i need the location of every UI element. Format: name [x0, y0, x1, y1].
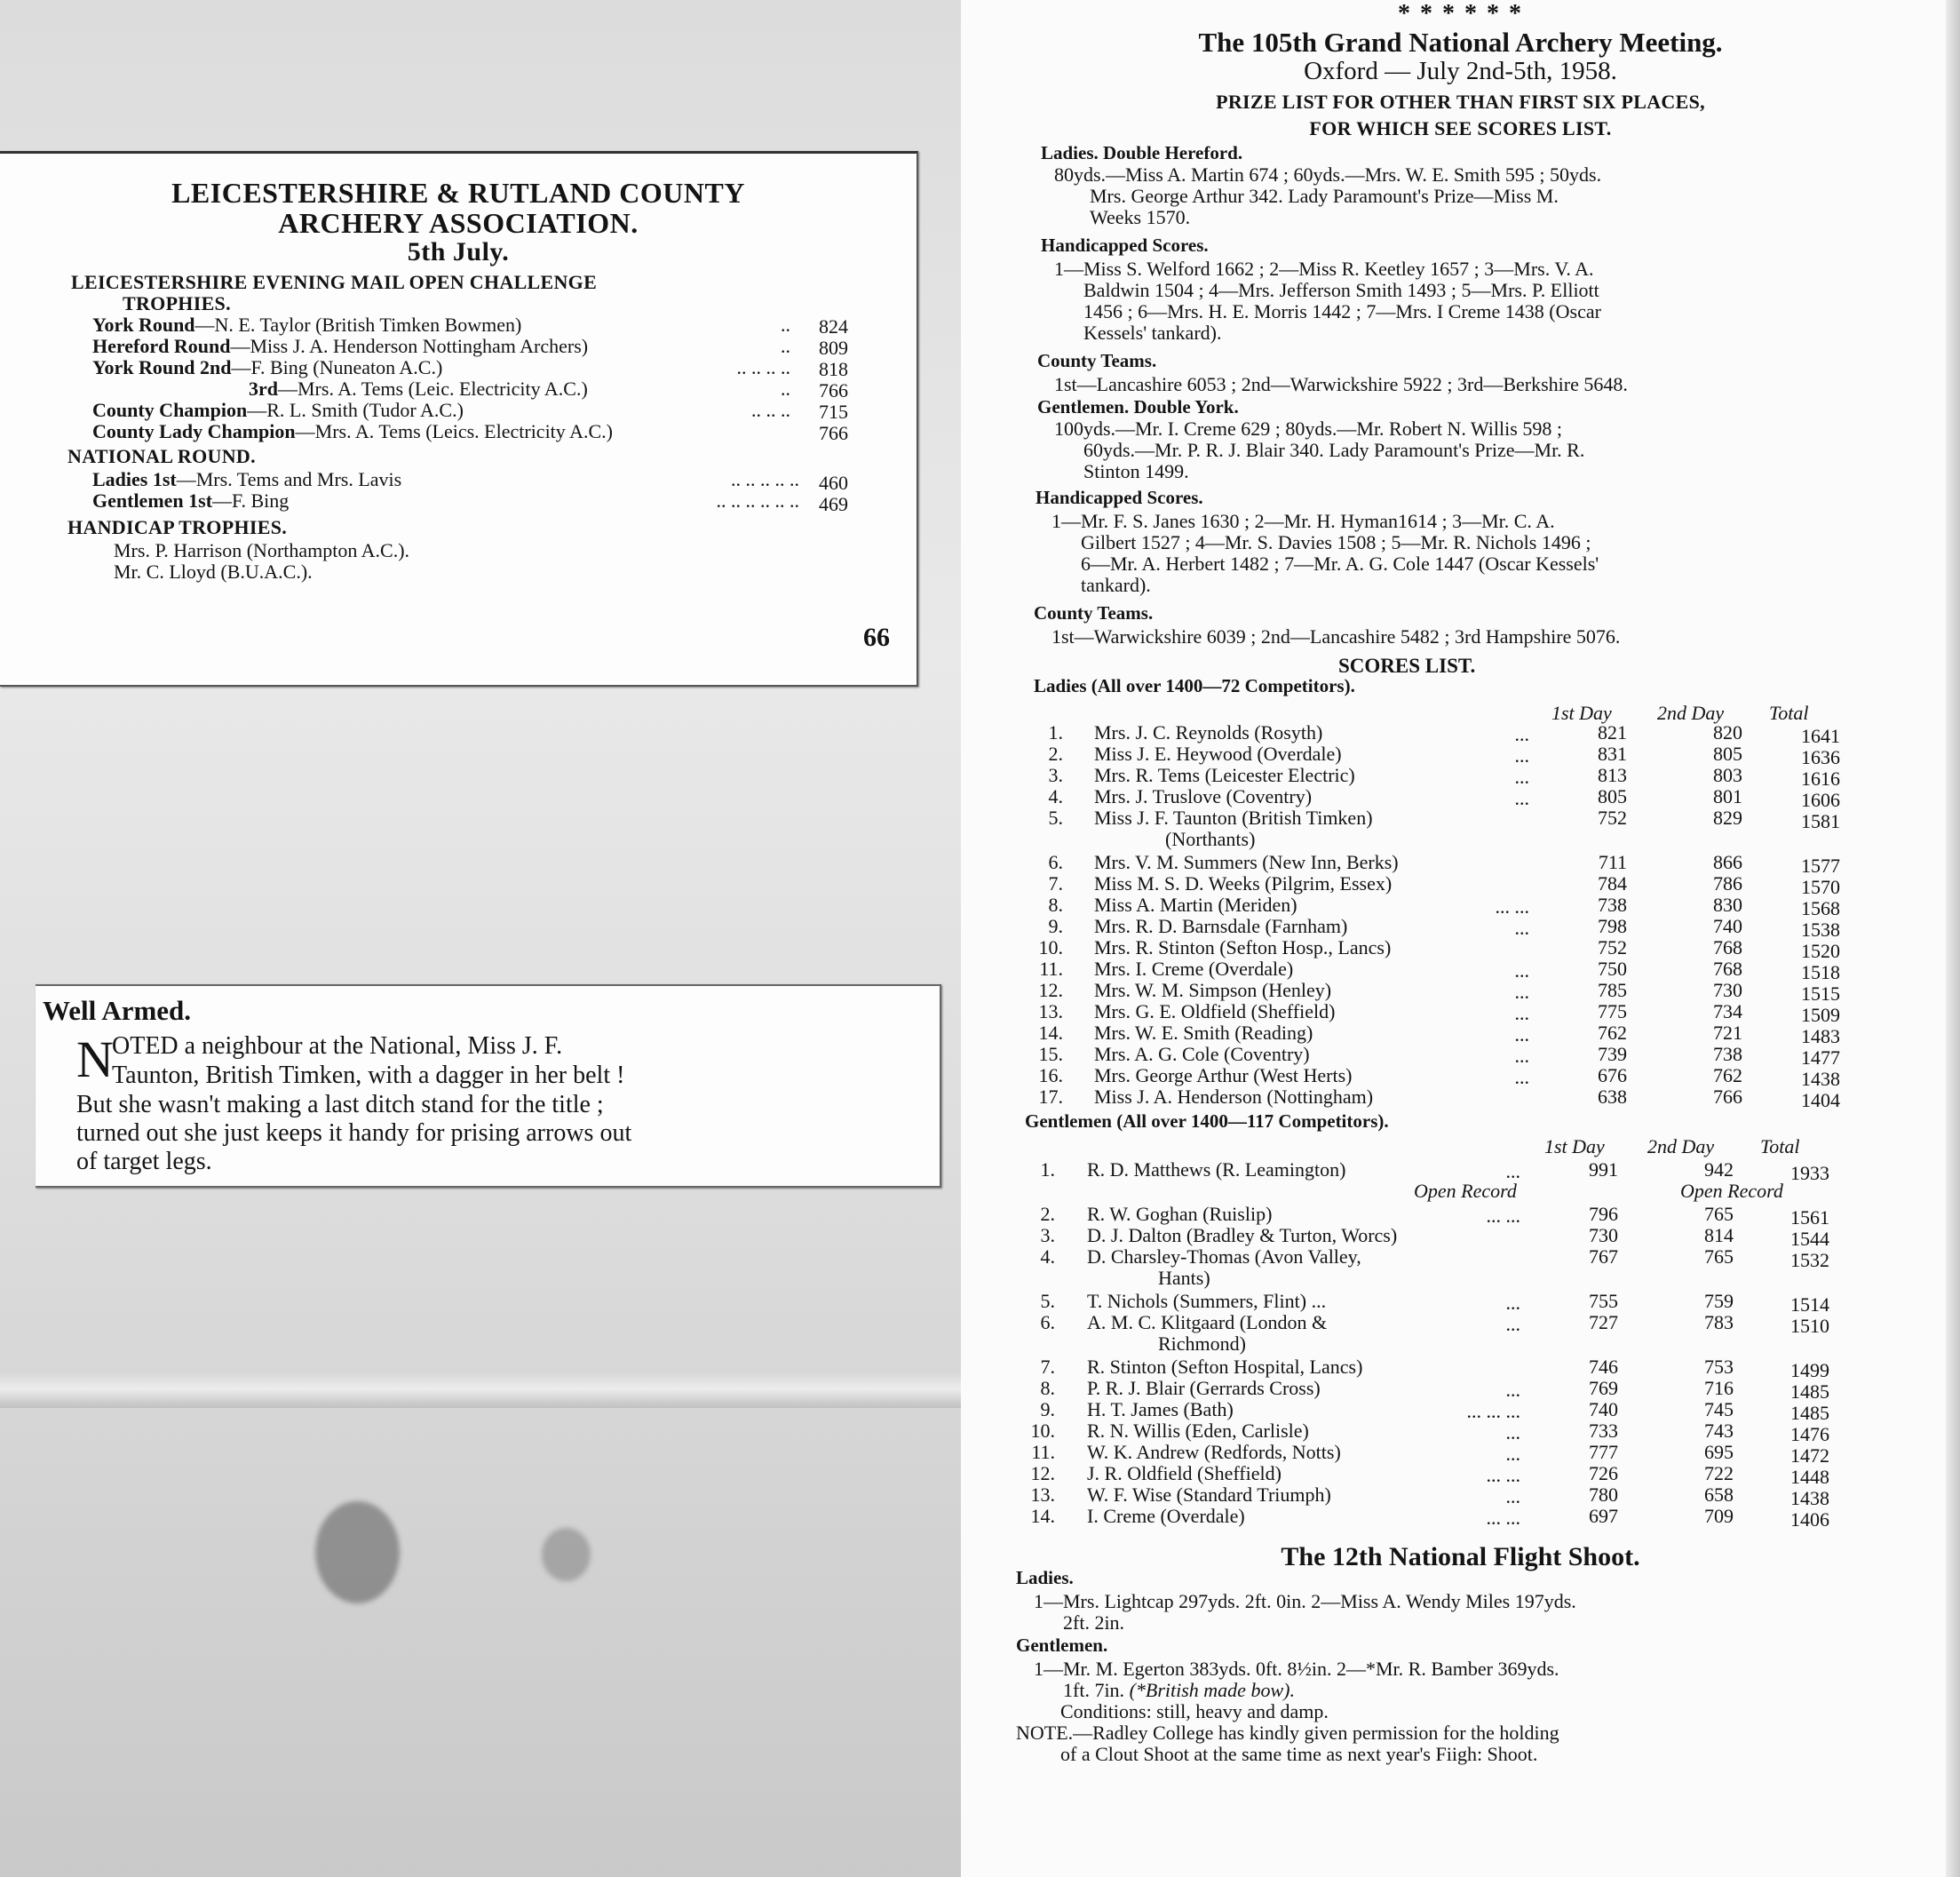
score-day1: 752: [1598, 936, 1627, 958]
national-label: Gentlemen 1st: [92, 489, 213, 512]
prize-line: tankard).: [1081, 574, 1151, 596]
leader-dots: ...: [1505, 1292, 1520, 1314]
article-line: turned out she just keeps it handy for prising arrows out: [76, 1119, 632, 1147]
competitor-name: Mrs. R. Stinton (Sefton Hosp., Lancs): [1094, 936, 1392, 958]
competitor-name: H. T. James (Bath): [1087, 1398, 1234, 1420]
flight-line: 2ft. 2in.: [1063, 1611, 1125, 1634]
paper-fold: [0, 1372, 964, 1408]
trophy-winner: —Miss J. A. Henderson Nottingham Archers): [230, 335, 589, 357]
leader-dots: ...: [1514, 744, 1529, 767]
ladies-double-hereford-heading: Ladies. Double Hereford.: [1041, 142, 1243, 163]
rank-number: 11.: [1039, 958, 1063, 980]
national-score: 460: [819, 472, 848, 494]
rank-number: 6.: [1048, 851, 1063, 873]
rank-number: 7.: [1048, 872, 1063, 895]
leader-dots: ... ... ...: [1466, 1400, 1520, 1422]
score-day1: 821: [1598, 721, 1627, 744]
score-day1: 775: [1598, 1000, 1627, 1022]
score-day2: 722: [1704, 1462, 1734, 1484]
competitor-name: Mrs. I. Creme (Overdale): [1094, 958, 1294, 980]
prize-line: 1—Miss S. Welford 1662 ; 2—Miss R. Keetley 1657 ; 3—Mrs. V. A.: [1054, 258, 1594, 280]
left-page-background: [0, 0, 964, 1877]
score-total: 1577: [1801, 855, 1840, 877]
score-day1: 780: [1589, 1483, 1618, 1506]
leader-dots: ...: [1514, 723, 1529, 745]
trophy-row: [92, 337, 588, 356]
clipping-subtitle: TROPHIES.: [123, 292, 231, 314]
score-day2: 801: [1713, 785, 1742, 807]
rank-number: 15.: [1038, 1043, 1063, 1065]
score-day1: 762: [1598, 1022, 1627, 1044]
competitor-name: Mrs. George Arthur (West Herts): [1094, 1064, 1353, 1086]
trophy-label: York Round: [92, 314, 195, 336]
score-total: 1438: [1801, 1068, 1840, 1090]
score-total: 1606: [1801, 789, 1840, 811]
trophy-row: [249, 379, 588, 399]
drop-cap: N: [76, 1030, 114, 1088]
prize-line: Gilbert 1527 ; 4—Mr. S. Davies 1508 ; 5—Mr. R. Nichols 1496 ;: [1081, 531, 1591, 553]
score-total: 1518: [1801, 961, 1840, 983]
score-total: 1616: [1801, 768, 1840, 790]
score-day1: 769: [1589, 1377, 1618, 1399]
clipping-title: ARCHERY ASSOCIATION.: [278, 207, 639, 239]
score-day1: 726: [1589, 1462, 1618, 1484]
competitor-name: Miss M. S. D. Weeks (Pilgrim, Essex): [1094, 872, 1393, 895]
open-record-note: Open Record: [1414, 1180, 1517, 1202]
rank-number: 17.: [1038, 1086, 1063, 1108]
score-day1: 730: [1589, 1224, 1618, 1246]
prize-line: 1st—Warwickshire 6039 ; 2nd—Lancashire 5482 ; 3rd Hampshire 5076.: [1051, 625, 1621, 648]
score-day2: 730: [1713, 979, 1742, 1001]
handicap-winner: Mrs. P. Harrison (Northampton A.C.).: [114, 539, 410, 561]
score-day1: 752: [1598, 807, 1627, 829]
competitor-name: R. W. Goghan (Ruislip): [1087, 1203, 1273, 1225]
score-day1: 727: [1589, 1311, 1618, 1333]
leader-dots: ...: [1514, 1066, 1529, 1088]
note-line: of a Clout Shoot at the same time as next year's Fiigh: Shoot.: [1060, 1743, 1538, 1765]
flight-line-note: (*British made bow).: [1129, 1679, 1295, 1701]
trophy-winner: —Mrs. A. Tems (Leics. Electricity A.C.): [295, 420, 613, 442]
leader-dots: ...: [1514, 787, 1529, 809]
score-total: 1514: [1790, 1293, 1829, 1316]
column-header-day2: 2nd Day: [1657, 702, 1725, 724]
flight-gentlemen-heading: Gentlemen.: [1016, 1634, 1108, 1656]
page-number: 66: [863, 623, 890, 652]
national-row: [92, 491, 289, 511]
rank-number: 5.: [1048, 807, 1063, 829]
score-day1: 739: [1598, 1043, 1627, 1065]
score-day1: 740: [1589, 1398, 1618, 1420]
handicapped-scores-heading: Handicapped Scores.: [1036, 487, 1203, 508]
leader-dots: .. .. .. .. ..: [731, 468, 799, 490]
national-round-heading: NATIONAL ROUND.: [67, 445, 256, 467]
competitor-name: I. Creme (Overdale): [1087, 1505, 1245, 1527]
rank-number: 14.: [1030, 1505, 1055, 1527]
prize-line: Stinton 1499.: [1083, 460, 1189, 482]
ladies-scores-heading: Ladies (All over 1400—72 Competitors).: [1034, 675, 1355, 696]
rank-number: 7.: [1040, 1356, 1055, 1378]
competitor-name: W. K. Andrew (Redfords, Notts): [1087, 1441, 1341, 1463]
rank-number: 8.: [1048, 894, 1063, 916]
competitor-name: D. Charsley-Thomas (Avon Valley,: [1087, 1245, 1361, 1268]
rank-number: 2.: [1040, 1203, 1055, 1225]
trophy-label: County Lady Champion: [92, 420, 296, 442]
score-day2: 805: [1713, 743, 1742, 765]
leader-dots: ...: [1514, 959, 1529, 982]
national-winner: —F. Bing: [212, 489, 290, 512]
meeting-title: The 105th Grand National Archery Meeting.: [1198, 27, 1723, 58]
score-day1: 798: [1598, 915, 1627, 937]
competitor-name: T. Nichols (Summers, Flint) ...: [1087, 1290, 1327, 1312]
leader-dots: ..: [781, 378, 790, 400]
rank-number: 1.: [1040, 1158, 1055, 1181]
competitor-name: Miss J. F. Taunton (British Timken): [1094, 807, 1373, 829]
rank-number: 3.: [1040, 1224, 1055, 1246]
score-day2: 734: [1713, 1000, 1742, 1022]
rank-number: 4.: [1048, 785, 1063, 807]
score-day2: 695: [1704, 1441, 1734, 1463]
score-day2: 866: [1713, 851, 1742, 873]
trophy-label: Hereford Round: [92, 335, 231, 357]
national-row: [92, 470, 401, 489]
score-day1: 676: [1598, 1064, 1627, 1086]
score-day2: 716: [1704, 1377, 1734, 1399]
leader-dots: ...: [1505, 1443, 1520, 1465]
leader-dots: ..: [781, 335, 790, 357]
scores-list-heading: SCORES LIST.: [1338, 655, 1476, 677]
star-separator: * * * * * *: [1398, 0, 1523, 28]
score-total: 1561: [1790, 1206, 1829, 1229]
rank-number: 14.: [1038, 1022, 1063, 1044]
score-day2: 753: [1704, 1356, 1734, 1378]
rank-number: 16.: [1038, 1064, 1063, 1086]
prize-line: Weeks 1570.: [1090, 206, 1191, 228]
competitor-name: Mrs. W. E. Smith (Reading): [1094, 1022, 1313, 1044]
prize-line: 60yds.—Mr. P. R. J. Blair 340. Lady Paramount's Prize—Mr. R.: [1083, 439, 1585, 461]
flight-line-text: 1ft. 7in.: [1063, 1679, 1130, 1701]
leicestershire-clipping: [0, 151, 918, 687]
trophy-score: 766: [819, 379, 848, 402]
score-day2: 765: [1704, 1245, 1734, 1268]
score-total: 1483: [1801, 1025, 1840, 1047]
score-total: 1499: [1790, 1359, 1829, 1381]
competitor-name: Mrs. J. C. Reynolds (Rosyth): [1094, 721, 1323, 744]
score-day1: 738: [1598, 894, 1627, 916]
score-day1: 813: [1598, 764, 1627, 786]
score-total: 1509: [1801, 1004, 1840, 1026]
handicap-heading: HANDICAP TROPHIES.: [67, 516, 288, 538]
score-total: 1581: [1801, 810, 1840, 832]
competitor-name: D. J. Dalton (Bradley & Turton, Worcs): [1087, 1224, 1398, 1246]
leader-dots: ...: [1505, 1379, 1520, 1401]
score-day2: 829: [1713, 807, 1742, 829]
clipping-title: LEICESTERSHIRE & RUTLAND COUNTY: [171, 177, 745, 209]
score-day1: 785: [1598, 979, 1627, 1001]
score-day2: 783: [1704, 1311, 1734, 1333]
stain-mark: [542, 1528, 591, 1581]
trophy-score: 818: [819, 358, 848, 380]
score-day2: 830: [1713, 894, 1742, 916]
score-total: 1515: [1801, 982, 1840, 1005]
score-day2: 942: [1704, 1158, 1734, 1181]
competitor-name: J. R. Oldfield (Sheffield): [1087, 1462, 1282, 1484]
leader-dots: ... ...: [1486, 1205, 1520, 1227]
trophy-row: [92, 401, 464, 420]
rank-number: 10.: [1030, 1420, 1055, 1442]
competitor-name-cont: Hants): [1158, 1267, 1210, 1289]
column-header-day1: 1st Day: [1551, 702, 1612, 724]
prize-line: 1—Mr. F. S. Janes 1630 ; 2—Mr. H. Hyman1614 ; 3—Mr. C. A.: [1051, 510, 1555, 532]
score-day1: 755: [1589, 1290, 1618, 1312]
competitor-name: Mrs. V. M. Summers (New Inn, Berks): [1094, 851, 1399, 873]
trophy-score: 824: [819, 315, 848, 338]
score-day1: 767: [1589, 1245, 1618, 1268]
right-page: [961, 0, 1960, 1877]
score-total: 1448: [1790, 1466, 1829, 1488]
score-total: 1544: [1790, 1228, 1829, 1250]
score-day2: 743: [1704, 1420, 1734, 1442]
prize-line: Baldwin 1504 ; 4—Mrs. Jefferson Smith 1493 ; 5—Mrs. P. Elliott: [1083, 279, 1599, 301]
trophy-winner: —R. L. Smith (Tudor A.C.): [247, 399, 464, 421]
national-label: Ladies 1st: [92, 468, 177, 490]
score-total: 1641: [1801, 725, 1840, 747]
prize-line: Kessels' tankard).: [1083, 322, 1222, 344]
score-day2: 738: [1713, 1043, 1742, 1065]
rank-number: 12.: [1038, 979, 1063, 1001]
score-day1: 796: [1589, 1203, 1618, 1225]
prize-line: 6—Mr. A. Herbert 1482 ; 7—Mr. A. G. Cole 1447 (Oscar Kessels': [1081, 553, 1599, 575]
leader-dots: ...: [1514, 917, 1529, 939]
score-total: 1485: [1790, 1380, 1829, 1403]
trophy-winner: —Mrs. A. Tems (Leic. Electricity A.C.): [278, 378, 588, 400]
score-total: 1406: [1790, 1508, 1829, 1531]
competitor-name: R. N. Willis (Eden, Carlisle): [1087, 1420, 1309, 1442]
score-day2: 709: [1704, 1505, 1734, 1527]
column-header-total: Total: [1760, 1135, 1800, 1157]
flight-shoot-title: The 12th National Flight Shoot.: [1281, 1542, 1640, 1571]
competitor-name: Miss J. A. Henderson (Nottingham): [1094, 1086, 1374, 1108]
rank-number: 12.: [1030, 1462, 1055, 1484]
score-day2: 745: [1704, 1398, 1734, 1420]
score-total: 1476: [1790, 1423, 1829, 1445]
rank-number: 8.: [1040, 1377, 1055, 1399]
competitor-name: R. Stinton (Sefton Hospital, Lancs): [1087, 1356, 1363, 1378]
county-teams-heading: County Teams.: [1034, 602, 1154, 624]
article-line: But she wasn't making a last ditch stand for the title ;: [76, 1091, 604, 1118]
column-header-day1: 1st Day: [1544, 1135, 1605, 1157]
rank-number: 11.: [1031, 1441, 1055, 1463]
trophy-label: 3rd: [249, 378, 278, 400]
national-winner: —Mrs. Tems and Mrs. Lavis: [176, 468, 402, 490]
rank-number: 3.: [1048, 764, 1063, 786]
trophy-label: York Round 2nd: [92, 356, 232, 378]
prize-line: Mrs. George Arthur 342. Lady Paramount's Prize—Miss M.: [1090, 185, 1559, 207]
prize-line: 80yds.—Miss A. Martin 674 ; 60yds.—Mrs. W. E. Smith 595 ; 50yds.: [1054, 163, 1602, 186]
trophy-row: [92, 315, 521, 335]
score-day1: 746: [1589, 1356, 1618, 1378]
trophy-row: [92, 422, 613, 441]
leader-dots: ...: [1505, 1160, 1520, 1182]
open-record-note: Open Record: [1680, 1180, 1783, 1202]
competitor-name: Mrs. J. Truslove (Coventry): [1094, 785, 1313, 807]
flight-line: 1—Mr. M. Egerton 383yds. 0ft. 8½in. 2—*Mr. R. Bamber 369yds.: [1034, 1658, 1559, 1680]
rank-number: 5.: [1040, 1290, 1055, 1312]
county-teams-heading: County Teams.: [1037, 350, 1157, 371]
well-armed-title: Well Armed.: [43, 995, 192, 1026]
score-day1: 733: [1589, 1420, 1618, 1442]
rank-number: 10.: [1038, 936, 1063, 958]
competitor-name: Miss A. Martin (Meriden): [1094, 894, 1297, 916]
score-day2: 768: [1713, 958, 1742, 980]
score-day2: 766: [1713, 1086, 1742, 1108]
leader-dots: ... ...: [1486, 1507, 1520, 1529]
note-line: NOTE.—Radley College has kindly given permission for the holding: [1016, 1722, 1559, 1744]
leader-dots: ... ...: [1486, 1464, 1520, 1486]
score-day1: 711: [1598, 851, 1627, 873]
competitor-name: Mrs. R. D. Barnsdale (Farnham): [1094, 915, 1348, 937]
rank-number: 4.: [1040, 1245, 1055, 1268]
score-total: 1568: [1801, 897, 1840, 919]
score-day1: 831: [1598, 743, 1627, 765]
competitor-name: Mrs. R. Tems (Leicester Electric): [1094, 764, 1355, 786]
leader-dots: .. .. .. ..: [736, 356, 790, 378]
column-header-day2: 2nd Day: [1647, 1135, 1715, 1157]
score-day2: 786: [1713, 872, 1742, 895]
score-day2: 740: [1713, 915, 1742, 937]
score-total: 1636: [1801, 746, 1840, 768]
score-total: 1570: [1801, 876, 1840, 898]
score-day2: 765: [1704, 1203, 1734, 1225]
column-header-total: Total: [1769, 702, 1809, 724]
score-day1: 805: [1598, 785, 1627, 807]
handicapped-scores-heading: Handicapped Scores.: [1041, 235, 1209, 256]
competitor-name: W. F. Wise (Standard Triumph): [1087, 1483, 1331, 1506]
rank-number: 9.: [1048, 915, 1063, 937]
leader-dots: .. .. .. .. .. ..: [716, 489, 799, 512]
score-day2: 762: [1713, 1064, 1742, 1086]
gentlemen-scores-heading: Gentlemen (All over 1400—117 Competitors).: [1025, 1110, 1389, 1132]
score-day1: 638: [1598, 1086, 1627, 1108]
competitor-name: Miss J. E. Heywood (Overdale): [1094, 743, 1342, 765]
score-day2: 814: [1704, 1224, 1734, 1246]
score-day2: 759: [1704, 1290, 1734, 1312]
leader-dots: ...: [1514, 766, 1529, 788]
competitor-name-cont: (Northants): [1165, 828, 1256, 850]
article-line: of target legs.: [76, 1148, 212, 1175]
prize-line: 1st—Lancashire 6053 ; 2nd—Warwickshire 5922 ; 3rd—Berkshire 5648.: [1054, 373, 1628, 395]
leader-dots: ...: [1514, 981, 1529, 1003]
competitor-name: Mrs. W. M. Simpson (Henley): [1094, 979, 1332, 1001]
leader-dots: ... ...: [1495, 895, 1529, 918]
competitor-name: Mrs. G. E. Oldfield (Sheffield): [1094, 1000, 1336, 1022]
competitor-name: R. D. Matthews (R. Leamington): [1087, 1158, 1346, 1181]
flight-line: 1—Mrs. Lightcap 297yds. 2ft. 0in. 2—Miss A. Wendy Miles 197yds.: [1034, 1590, 1576, 1612]
trophy-label: County Champion: [92, 399, 248, 421]
trophy-score: 715: [819, 401, 848, 423]
stain-mark: [315, 1501, 400, 1603]
rank-number: 9.: [1040, 1398, 1055, 1420]
score-day2: 721: [1713, 1022, 1742, 1044]
rank-number: 1.: [1048, 721, 1063, 744]
leader-dots: ...: [1505, 1485, 1520, 1507]
meeting-subtitle: Oxford — July 2nd-5th, 1958.: [1304, 57, 1617, 85]
score-day1: 784: [1598, 872, 1627, 895]
trophy-row: [92, 358, 442, 378]
competitor-name: P. R. J. Blair (Gerrards Cross): [1087, 1377, 1321, 1399]
leader-dots: ...: [1505, 1313, 1520, 1335]
score-total: 1520: [1801, 940, 1840, 962]
score-day2: 658: [1704, 1483, 1734, 1506]
score-day2: 803: [1713, 764, 1742, 786]
gentlemen-double-york-heading: Gentlemen. Double York.: [1037, 396, 1239, 418]
leader-dots: ...: [1514, 1045, 1529, 1067]
conditions-line: Conditions: still, heavy and damp.: [1060, 1700, 1329, 1722]
clipping-subtitle: LEICESTERSHIRE EVENING MAIL OPEN CHALLENGE: [71, 271, 598, 293]
score-day2: 820: [1713, 721, 1742, 744]
score-total: 1538: [1801, 919, 1840, 941]
clipping-date: 5th July.: [407, 237, 510, 266]
rank-number: 6.: [1040, 1311, 1055, 1333]
leader-dots: .. .. ..: [751, 399, 790, 421]
score-total: 1472: [1790, 1444, 1829, 1467]
score-total: 1485: [1790, 1402, 1829, 1424]
score-day1: 777: [1589, 1441, 1618, 1463]
rank-number: 13.: [1038, 1000, 1063, 1022]
competitor-name: Mrs. A. G. Cole (Coventry): [1094, 1043, 1310, 1065]
score-total: 1933: [1790, 1162, 1829, 1184]
score-day1: 750: [1598, 958, 1627, 980]
trophy-score: 809: [819, 337, 848, 359]
score-total: 1532: [1790, 1249, 1829, 1271]
score-total: 1510: [1790, 1315, 1829, 1337]
score-total: 1477: [1801, 1046, 1840, 1069]
prize-line: 100yds.—Mr. I. Creme 629 ; 80yds.—Mr. Robert N. Willis 598 ;: [1054, 418, 1562, 440]
article-line: Taunton, British Timken, with a dagger in her belt !: [112, 1062, 625, 1089]
score-day1: 697: [1589, 1505, 1618, 1527]
score-day2: 768: [1713, 936, 1742, 958]
trophy-winner: —N. E. Taylor (British Timken Bowmen): [194, 314, 522, 336]
leader-dots: ..: [781, 314, 790, 336]
competitor-name: A. M. C. Klitgaard (London &: [1087, 1311, 1328, 1333]
article-line: OTED a neighbour at the National, Miss J. F.: [112, 1032, 563, 1060]
leader-dots: ...: [1514, 1002, 1529, 1024]
prize-list-heading: PRIZE LIST FOR OTHER THAN FIRST SIX PLACES,: [1216, 91, 1705, 113]
flight-line: [1063, 1681, 1295, 1700]
page-edge-shadow: [1946, 0, 1960, 1877]
competitor-name-cont: Richmond): [1158, 1332, 1246, 1355]
flight-ladies-heading: Ladies.: [1016, 1567, 1074, 1588]
rank-number: 2.: [1048, 743, 1063, 765]
score-day1: 991: [1589, 1158, 1618, 1181]
score-total: 1438: [1790, 1487, 1829, 1509]
leader-dots: ...: [1514, 1023, 1529, 1046]
prize-list-heading: FOR WHICH SEE SCORES LIST.: [1309, 117, 1612, 139]
rank-number: 13.: [1030, 1483, 1055, 1506]
leader-dots: ...: [1505, 1421, 1520, 1444]
handicap-winner: Mr. C. Lloyd (B.U.A.C.).: [114, 561, 313, 583]
score-total: 1404: [1801, 1089, 1840, 1111]
trophy-winner: —F. Bing (Nuneaton A.C.): [231, 356, 443, 378]
prize-line: 1456 ; 6—Mrs. H. E. Morris 1442 ; 7—Mrs. I Creme 1438 (Oscar: [1083, 300, 1601, 322]
national-score: 469: [819, 493, 848, 515]
trophy-score: 766: [819, 422, 848, 444]
